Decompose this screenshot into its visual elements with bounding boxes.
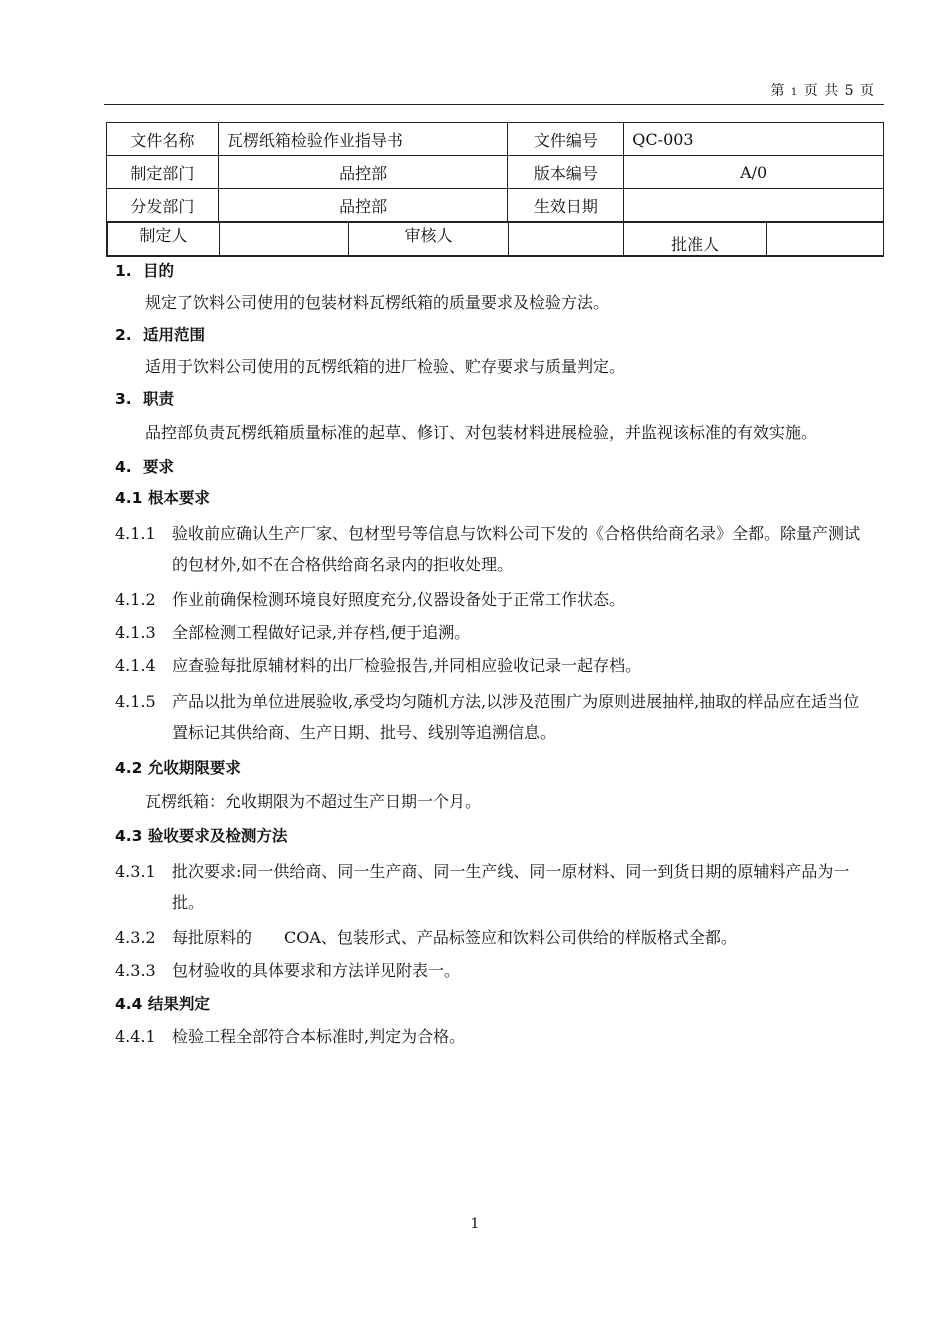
dept-label: 制定部门	[107, 156, 219, 189]
item-code: 4.4.1	[115, 1027, 156, 1046]
page-number: 1	[470, 1216, 480, 1232]
section-text: 品控部负责瓦楞纸箱质量标准的起草、修订、对包装材料进展检验，并监视该标准的有效实施。	[145, 423, 818, 442]
item-code: 4.1.3	[115, 623, 156, 642]
section-title: 适用范围	[143, 326, 206, 344]
list-item	[115, 686, 875, 748]
header-rule	[104, 104, 884, 105]
item-code: 4.1.5	[115, 692, 156, 711]
list-item	[115, 653, 875, 679]
table-row	[107, 123, 884, 156]
file-name-label: 文件名称	[107, 123, 219, 156]
subsection-heading: 4.1 根本要求	[115, 489, 210, 507]
list-item	[115, 1024, 875, 1050]
section-number: 2.	[115, 326, 132, 344]
item-text: 包材验收的具体要求和方法详见附表一。	[172, 961, 461, 980]
item-text: 批次要求:同一供给商、同一生产商、同一生产线、同一原材料、同一到货日期的原辅料产品为一批。	[172, 862, 850, 912]
dept-value: 品控部	[218, 156, 508, 189]
section-heading	[115, 386, 875, 412]
dist-label: 分发部门	[107, 189, 219, 222]
page-prefix: 第	[770, 83, 786, 99]
table-row	[107, 189, 884, 222]
section-number: 4.	[115, 458, 132, 476]
item-code: 4.3.3	[115, 961, 156, 980]
item-code: 4.3.2	[115, 928, 156, 947]
file-no-value: QC-003	[624, 123, 884, 156]
reviewer-label: 审核人	[349, 223, 508, 256]
effective-label: 生效日期	[508, 189, 624, 222]
item-text: 检验工程全部符合本标准时,判定为合格。	[172, 1027, 466, 1046]
item-text: 产品以批为单位进展验收,承受均匀随机方法,以涉及范围广为原则进展抽样,抽取的样品应在适当位置标记其供给商、生产日期、批号、线别等追溯信息。	[172, 692, 860, 742]
approver-label: 批准人	[624, 223, 767, 256]
author-value	[219, 223, 349, 256]
page-total: 5	[844, 83, 855, 99]
signature-row	[107, 222, 884, 257]
section-heading	[115, 322, 875, 348]
version-label: 版本编号	[508, 156, 624, 189]
item-text: 应查验每批原辅材料的出厂检验报告,并同相应验收记录一起存档。	[172, 656, 642, 675]
list-item	[115, 856, 875, 918]
list-item	[115, 925, 875, 951]
section-text: 瓦楞纸箱：允收期限为不超过生产日期一个月。	[145, 792, 482, 811]
item-text: 全部检测工程做好记录,并存档,便于追溯。	[172, 623, 471, 642]
reviewer-value	[508, 223, 624, 256]
table-row	[107, 156, 884, 189]
section-text: 规定了饮料公司使用的包装材料瓦楞纸箱的质量要求及检验方法。	[145, 293, 610, 312]
section-heading	[115, 258, 875, 284]
file-name-value: 瓦楞纸箱检验作业指导书	[218, 123, 508, 156]
table-row	[107, 222, 884, 257]
approver-value	[766, 223, 883, 256]
page-suffix: 页	[860, 83, 875, 99]
list-item	[115, 620, 875, 646]
item-code: 4.1.4	[115, 656, 156, 675]
section-title: 要求	[143, 458, 175, 476]
file-no-label: 文件编号	[508, 123, 624, 156]
page-current: 1	[790, 87, 799, 98]
item-text: 验收前应确认生产厂家、包材型号等信息与饮料公司下发的《合格供给商名录》全都。除量产测试的包材外,如不在合格供给商名录内的拒收处理。	[172, 524, 861, 574]
document-info-table	[106, 122, 884, 257]
author-label: 制定人	[108, 223, 220, 256]
item-code: 4.3.1	[115, 862, 156, 881]
list-item	[115, 958, 875, 984]
section-title: 职责	[143, 390, 175, 408]
dist-value: 品控部	[218, 189, 508, 222]
effective-value	[624, 189, 884, 222]
item-code: 4.1.2	[115, 590, 156, 609]
section-number: 1.	[115, 262, 132, 280]
document-body	[115, 254, 875, 1057]
item-text: 每批原料的 COA、包装形式、产品标签应和饮料公司供给的样版格式全都。	[172, 928, 737, 947]
section-heading	[115, 454, 875, 480]
page-counter	[770, 80, 875, 100]
version-value: A/0	[624, 156, 884, 189]
item-text: 作业前确保检测环境良好照度充分,仪器设备处于正常工作状态。	[172, 590, 626, 609]
page-mid: 页 共	[803, 83, 840, 99]
subsection-heading: 4.2 允收期限要求	[115, 759, 241, 777]
signature-table	[107, 222, 883, 256]
section-number: 3.	[115, 390, 132, 408]
subsection-heading: 4.4 结果判定	[115, 995, 210, 1013]
section-text: 适用于饮料公司使用的瓦楞纸箱的进厂检验、贮存要求与质量判定。	[145, 357, 626, 376]
list-item	[115, 518, 875, 580]
subsection-heading: 4.3 验收要求及检测方法	[115, 827, 288, 845]
item-code: 4.1.1	[115, 524, 156, 543]
section-title: 目的	[143, 262, 175, 280]
list-item	[115, 587, 875, 613]
